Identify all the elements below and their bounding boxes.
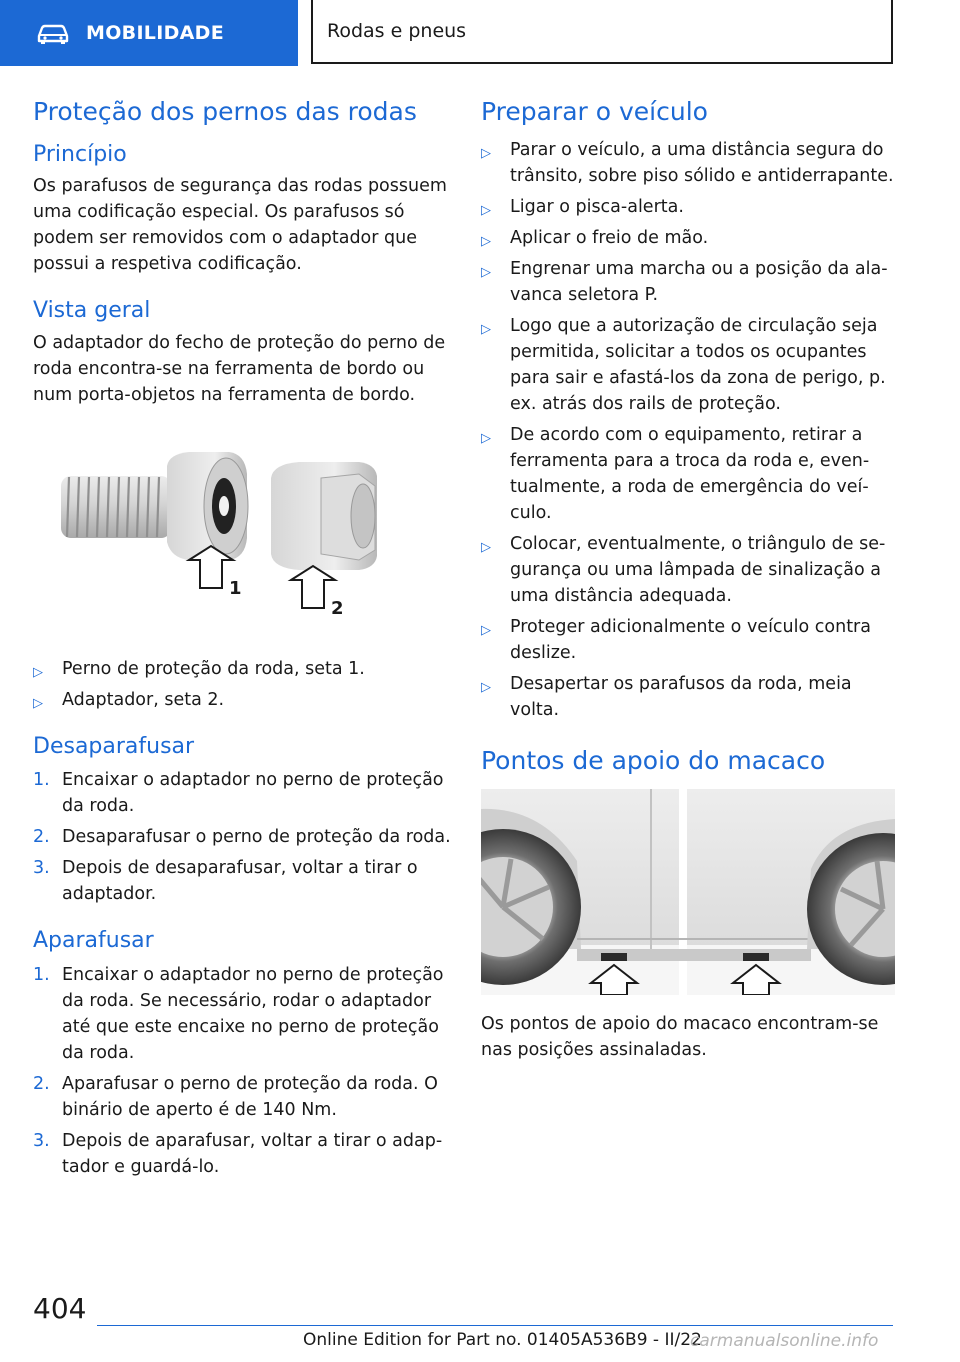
section-title: Rodas e pneus [327,20,467,42]
heading-overview: Vista geral [33,298,151,324]
callout-1: 1 [229,577,242,599]
unscrew-steps [33,767,453,907]
triangle-bullet-icon: ▷ [481,430,491,446]
triangle-bullet-icon: ▷ [481,264,491,280]
list-item: ▷ Aplicar o freio de mão. [481,225,899,251]
list-item: 1. Encaixar o adaptador no perno de proteção da roda. [33,770,444,817]
triangle-bullet-icon: ▷ [33,664,43,680]
list-item: ▷ Proteger adicionalmente o veículo contra deslize. [481,616,871,663]
chapter-label: MOBILIDADE [86,22,225,44]
right-column [481,96,899,1063]
triangle-bullet-icon: ▷ [481,622,491,638]
triangle-bullet-icon: ▷ [481,321,491,337]
principle-text: Os parafusos de segurança das rodas possuem uma codificação especial. Os parafusos só podem ser removidos com o adaptador que possui a respetiva codificação. [33,176,447,275]
prepare-steps [481,137,899,723]
list-item: ▷ Desapertar os parafusos da roda, meia volta. [481,673,852,720]
list-item: 1. Encaixar o adaptador no perno de proteção da roda. Se necessário, rodar o adaptador até que este encaixe no perno de proteção da roda. [33,964,444,1063]
list-item: ▷ De acordo com o equipamento, retirar a ferramenta para a troca da roda e, eventualmente, a roda de emergência do veículo. [481,424,870,523]
section-heading-jack-points: Pontos de apoio do macaco [481,745,826,775]
list-item: ▷ Perno de proteção da roda, seta 1. [33,656,453,682]
footer-divider [97,1325,893,1326]
figure-legend [33,656,453,713]
page-number: 404 [33,1292,87,1325]
car-icon [36,22,70,44]
callout-2: 2 [331,597,344,619]
section-header [311,0,893,64]
watermark: carmanualsonline.info [690,1331,879,1351]
list-item: ▷ Colocar, eventualmente, o triângulo de segurança ou uma lâmpada de sinalização a uma distância adequada. [481,533,886,606]
edition-note: Online Edition for Part no. 01405A536B9 - II/22 [303,1330,702,1350]
section-heading-wheel-lock: Proteção dos pernos das rodas [33,97,417,126]
left-column [33,96,453,1185]
triangle-bullet-icon: ▷ [481,202,491,218]
list-item: 3. Depois de desaparafusar, voltar a tirar o adaptador. [33,858,418,905]
heading-principle: Princípio [33,141,127,167]
list-item: ▷ Adaptador, seta 2. [33,687,453,713]
triangle-bullet-icon: ▷ [33,695,43,711]
jack-points-illustration [481,789,895,995]
triangle-bullet-icon: ▷ [481,233,491,249]
triangle-bullet-icon: ▷ [481,679,491,695]
heading-screw: Aparafusar [33,928,154,954]
chapter-tab[interactable] [0,0,298,66]
list-item: ▷ Ligar o pisca-alerta. [481,194,899,220]
list-item: ▷ Engrenar uma marcha ou a posição da alavanca seletora P. [481,258,888,305]
list-item: 2. Desaparafusar o perno de proteção da roda. [33,827,451,848]
jack-points-text: Os pontos de apoio do macaco encontram-se nas posições assinaladas. [481,1014,879,1060]
overview-text: O adaptador do fecho de proteção do perno de roda encontra-se na ferramenta de bordo ou num porta-objetos na ferramenta de bordo. [33,332,446,405]
list-item: ▷ Parar o veículo, a uma distância segura do trânsito, sobre piso sólido e antiderrapante. [481,139,894,186]
list-item: 3. Depois de aparafusar, voltar a tirar o adaptador e guardá-lo. [33,1130,443,1177]
triangle-bullet-icon: ▷ [481,145,491,161]
wheel-lock-adapter-illustration [59,446,379,626]
heading-unscrew: Desaparafusar [33,733,195,759]
triangle-bullet-icon: ▷ [481,539,491,555]
list-item: 2. Aparafusar o perno de proteção da roda. O binário de aperto é de 140 Nm. [33,1073,438,1120]
screw-steps [33,962,453,1180]
list-item: ▷ Logo que a autorização de circulação seja permitida, solicitar a todos os ocupantes para sair e afastá-los da zona de perigo, p. ex. atrás dos rails de proteção. [481,315,886,414]
section-heading-prepare: Preparar o veículo [481,97,708,126]
